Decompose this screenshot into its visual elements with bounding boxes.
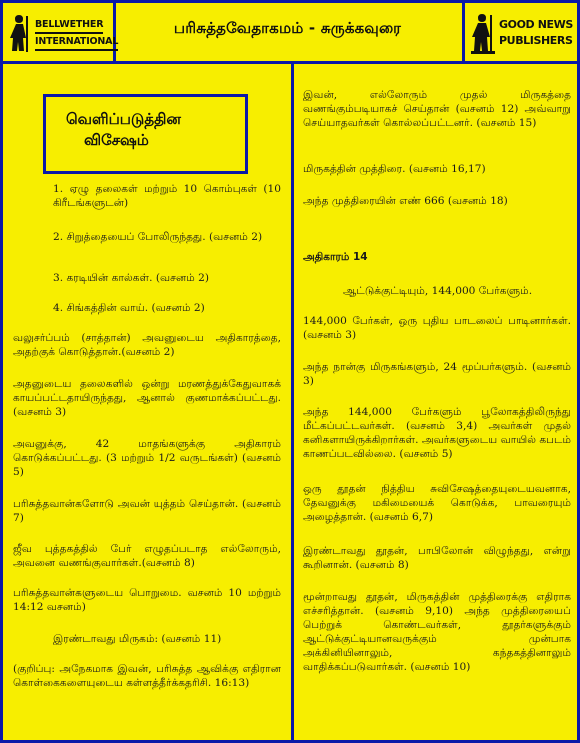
paragraph: அதனுடைய தலைகளில் ஒன்று மரணத்துக்கேதுவாகக் காயப்பட்டதாயிருந்தது, ஆனால் குணமாக்கப்பட்டது. (வசனம் 3) xyxy=(13,378,281,418)
paragraph: மூன்றாவது தூதன், மிருகத்தின் முத்திரைக்கு எதிராக எச்சரித்தான். (வசனம் 9,10) அந்த முத்திரையைப் பெற்றுக் கொண்டவர்கள், தூதர்களுக்கும் ஆட்டுக்குட்டியானவருக்கும் முன்பாக அக்கினியினாலும், கந்தகத்தினாலும் வாதிக்கப்படுவார்கள். (வசனம் 10) xyxy=(303,591,571,673)
paragraph: பரிசுத்தவான்களோடு அவன் யுத்தம் செய்தான். (வசனம் 7) xyxy=(13,498,281,524)
shepherd-figure-icon xyxy=(9,13,31,53)
paragraph: இரண்டாவது தூதன், பாபிலோன் விழுந்தது, என்று கூறினான். (வசனம் 8) xyxy=(303,545,571,571)
paragraph: அவனுக்கு, 42 மாதங்களுக்கு அதிகாரம் கொடுக்கப்பட்டது. (3 மற்றும் 1/2 வருடங்கள்) (வசனம் 5) xyxy=(13,438,281,478)
bellwether-logo xyxy=(9,11,119,55)
page-header xyxy=(0,0,580,64)
good-news-logo xyxy=(471,11,573,55)
paragraph: அந்த முத்திரையின் எண் 666 (வசனம் 18) xyxy=(303,195,508,207)
title-panel xyxy=(116,3,465,61)
right-logo-line2: PUBLISHERS xyxy=(499,34,573,47)
paragraph: இவன், எல்லோரும் முதல் மிருகத்தை வணங்கும்படியாகச் செய்தான் (வசனம் 12) அவ்வாறு செய்யாதவர்கள் கொல்லப்பட்டனர். (வசனம் 15) xyxy=(303,89,571,129)
paragraph: ஜீவ புத்தகத்தில் பேர் எழுதப்படாத எல்லோரும், அவனை வணங்குவார்கள்.(வசனம் 8) xyxy=(13,543,281,569)
left-logo-line1: BELLWETHER xyxy=(35,17,103,34)
content-frame xyxy=(0,64,580,743)
section-title-line1: வெளிப்படுத்தின xyxy=(66,110,181,128)
section-title-box xyxy=(43,94,248,174)
paragraph: 4. சிங்கத்தின் வாய். (வசனம் 2) xyxy=(53,302,205,314)
left-logo-panel xyxy=(3,3,119,61)
paragraph: வலுசர்ப்பம் (சாத்தான்) அவனுடைய அதிகாரத்தை, அதற்குக் கொடுத்தான்.(வசனம் 2) xyxy=(13,332,281,358)
paragraph: ஆட்டுக்குட்டியும், 144,000 பேர்களும். xyxy=(343,285,533,297)
paragraph: ஒரு தூதன் நித்திய சுவிசேஷத்தையுடையவனாக, தேவனுக்கு மகிமையைக் கொடுக்க, பாவரையும் அழைத்தான். (வசனம் 6,7) xyxy=(303,483,571,523)
section-title-line2: விசேஷம் xyxy=(84,131,149,149)
left-logo-line2: INTERNATIONAL xyxy=(35,34,118,51)
column-divider xyxy=(291,64,294,743)
paragraph: மிருகத்தின் முத்திரை. (வசனம் 16,17) xyxy=(303,163,486,175)
paragraph: இரண்டாவது மிருகம்: (வசனம் 11) xyxy=(53,633,222,645)
paragraph: அந்த நான்கு மிருகங்களும், 24 மூப்பர்களும். (வசனம் 3) xyxy=(303,361,571,387)
paragraph: 1. ஏழு தலைகள் மற்றும் 10 கொம்புகள் (10 கிரீடங்களுடன்) xyxy=(53,183,281,209)
paragraph: பரிசுத்தவான்களுடைய பொறுமை. வசனம் 10 மற்றும் 14:12 வசனம்) xyxy=(13,587,281,613)
paragraph: அந்த 144,000 பேர்களும் பூலோகத்திலிருந்து மீட்கப்பட்டவர்கள். (வசனம் 3,4) அவர்கள் முதல் கனிகளாயிருக்கிறார்கள். அவர்களுடைய வாயில் கபடம் காணப்படவில்லை. (வசனம் 5) xyxy=(303,406,571,460)
chapter-heading: அதிகாரம் 14 xyxy=(303,251,368,263)
right-logo-line1: GOOD NEWS xyxy=(499,18,573,31)
paragraph: (குறிப்பு: அநேகமாக இவன், பரிசுத்த ஆவிக்கு எதிரான கொள்கைகளையுடைய கள்ளத்தீர்க்கதரிசி. 16:13) xyxy=(13,663,281,689)
page-title: பரிசுத்தவேதாகமம் - சுருக்கவுரை xyxy=(173,19,402,37)
paragraph: 144,000 பேர்கள், ஒரு புதிய பாடலைப் பாடினார்கள். (வசனம் 3) xyxy=(303,315,571,341)
paragraph: 3. கரடியின் கால்கள். (வசனம் 2) xyxy=(53,272,210,284)
shepherd-figure-icon xyxy=(471,13,495,55)
paragraph: 2. சிறுத்தையைப் போலிருந்தது. (வசனம் 2) xyxy=(53,231,263,243)
right-logo-panel xyxy=(465,3,577,61)
